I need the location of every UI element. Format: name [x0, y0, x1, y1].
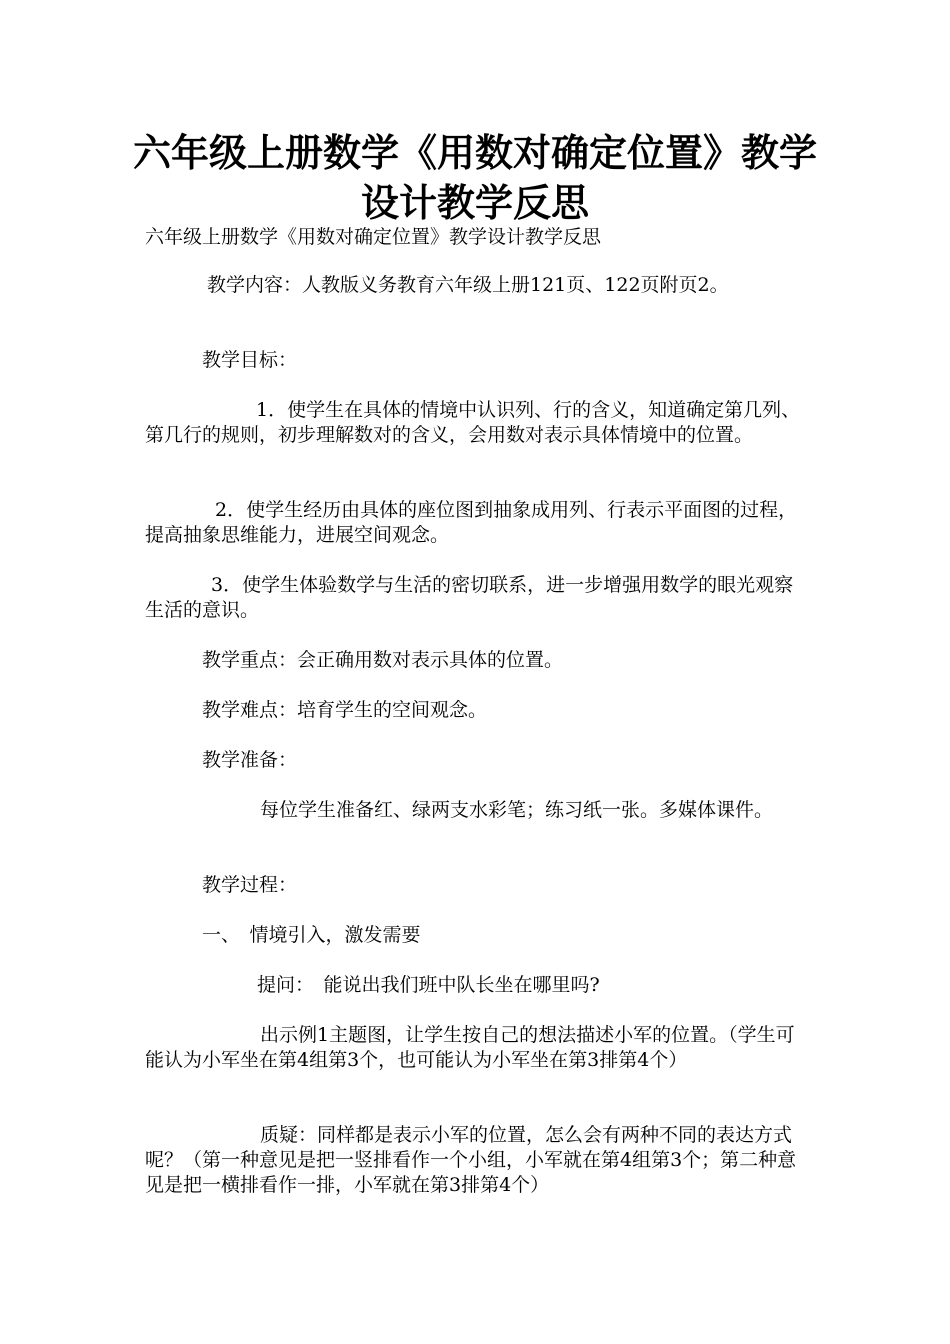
paragraph-difficulty: 教学难点：培育学生的空间观念。 [202, 699, 488, 721]
paragraph-key-point: 教学重点：会正确用数对表示具体的位置。 [202, 649, 564, 671]
paragraph-preparation-heading: 教学准备： [202, 749, 298, 771]
paragraph-preparation: 每位学生准备红、绿两支水彩笔；练习纸一张。多媒体课件。 [260, 799, 774, 821]
document-title: 六年级上册数学《用数对确定位置》教学设计教学反思 [132, 131, 817, 225]
paragraph-example: 出示例1主题图，让学生按自己的想法描述小军的位置。（学生可能认为小军坐在第4组第3个，也可能认为小军坐在第3排第4个） [145, 1024, 795, 1071]
paragraph-content: 教学内容：人教版义务教育六年级上册121页、122页附页2。 [207, 274, 729, 296]
paragraph-goal-2: 2．使学生经历由具体的座位图到抽象成用列、行表示平面图的过程，提高抽象思维能力，进展空间观念。 [145, 499, 798, 546]
paragraph-goal-1: 1．使学生在具体的情境中认识列、行的含义，知道确定第几列、第几行的规则，初步理解数对的含义，会用数对表示具体情境中的位置。 [145, 399, 801, 446]
paragraph-goals-heading: 教学目标： [202, 349, 298, 371]
paragraph-question: 提问： 能说出我们班中队长坐在哪里吗? [257, 974, 600, 996]
paragraph-goal-3: 3．使学生体验数学与生活的密切联系，进一步增强用数学的眼光观察生活的意识。 [145, 574, 794, 621]
paragraph-section-1: 一、 情境引入，激发需要 [202, 924, 421, 946]
paragraph-process-heading: 教学过程： [202, 874, 298, 896]
document-subtitle: 六年级上册数学《用数对确定位置》教学设计教学反思 [145, 226, 602, 248]
paragraph-doubt: 质疑：同样都是表示小军的位置，怎么会有两种不同的表达方式呢？（第一种意见是把一竖排看作一个小组，小军就在第4组第3个；第二种意见是把一横排看作一排，小军就在第3排第4个） [145, 1124, 797, 1196]
